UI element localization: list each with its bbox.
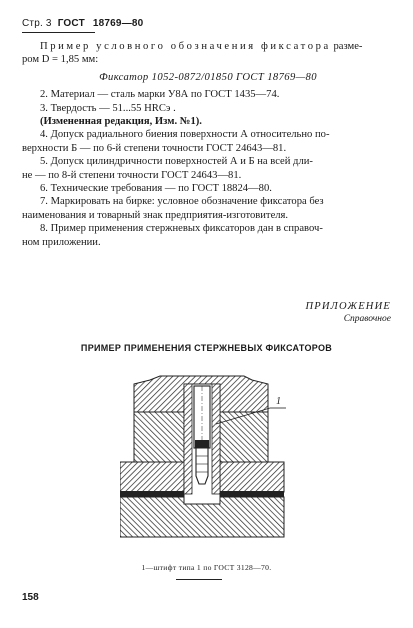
pin-collar [195,440,209,448]
item-8-line1: 8. Пример применения стержневых фиксаторов дан в справоч- [40,223,323,235]
designation-intro-line2: ром D = 1,85 мм: [22,54,99,66]
item-7-line1: 7. Маркировать на бирке: условное обозначение фиксатора без [40,196,324,208]
designation-citation: Фиксатор 1052-0872/01850 ГОСТ 18769—80 [99,71,317,83]
header-rule [22,32,95,33]
designation-intro-tail: разме- [330,41,363,52]
header-standard-number: 18769—80 [92,18,144,29]
item-2: 2. Материал — сталь марки У8А по ГОСТ 1435—74. [40,89,280,101]
item-5-line2: не — по 8-й степени точности ГОСТ 24643—81. [22,169,242,181]
appendix-title: ПРИЛОЖЕНИЕ [305,301,391,312]
page-number: 158 [22,592,39,603]
figure-caption: 1—штифт типа 1 по ГОСТ 3128—70. [141,563,272,572]
designation-intro-spaced: Пример условного обозначения фиксатора [40,41,331,52]
item-4-line2: верхности Б — по 6-й степени точности ГОСТ 24643—81. [22,142,287,154]
item-7-line2: наименования и товарный знак предприятия-изготовителя. [22,209,289,221]
example-heading: ПРИМЕР ПРИМЕНЕНИЯ СТЕРЖНЕВЫХ ФИКСАТОРОВ [80,343,333,353]
designation-intro [22,40,394,53]
header-standard: ГОСТ [57,18,85,29]
item-8-line2: ном приложении. [22,236,101,248]
item-5-line1: 5. Допуск цилиндричности поверхностей А и Б на всей дли- [40,156,313,168]
appendix-subtitle: Справочное [343,314,391,324]
left-block-section [120,462,184,492]
item-3: 3. Твердость — 51...55 HRCэ . [40,102,176,114]
fixture-assembly-drawing [120,372,290,562]
body-text [22,40,394,249]
page-header [22,18,143,29]
item-6: 6. Технические требования — по ГОСТ 18824—80. [40,183,272,195]
appendix-title-block [306,300,392,326]
revision-note: (Измененная редакция, Изм. №1). [40,116,202,128]
callout-label: 1 [276,396,281,407]
item-4-line1: 4. Допуск радиального биения поверхности А относительно по- [40,129,330,141]
bushing-left-wall [184,384,192,494]
footer-rule [176,579,222,580]
right-block-section [220,462,284,492]
bushing-right-wall [212,384,220,494]
header-page-label: Стр. 3 [22,18,52,29]
pin-tip [196,448,208,484]
